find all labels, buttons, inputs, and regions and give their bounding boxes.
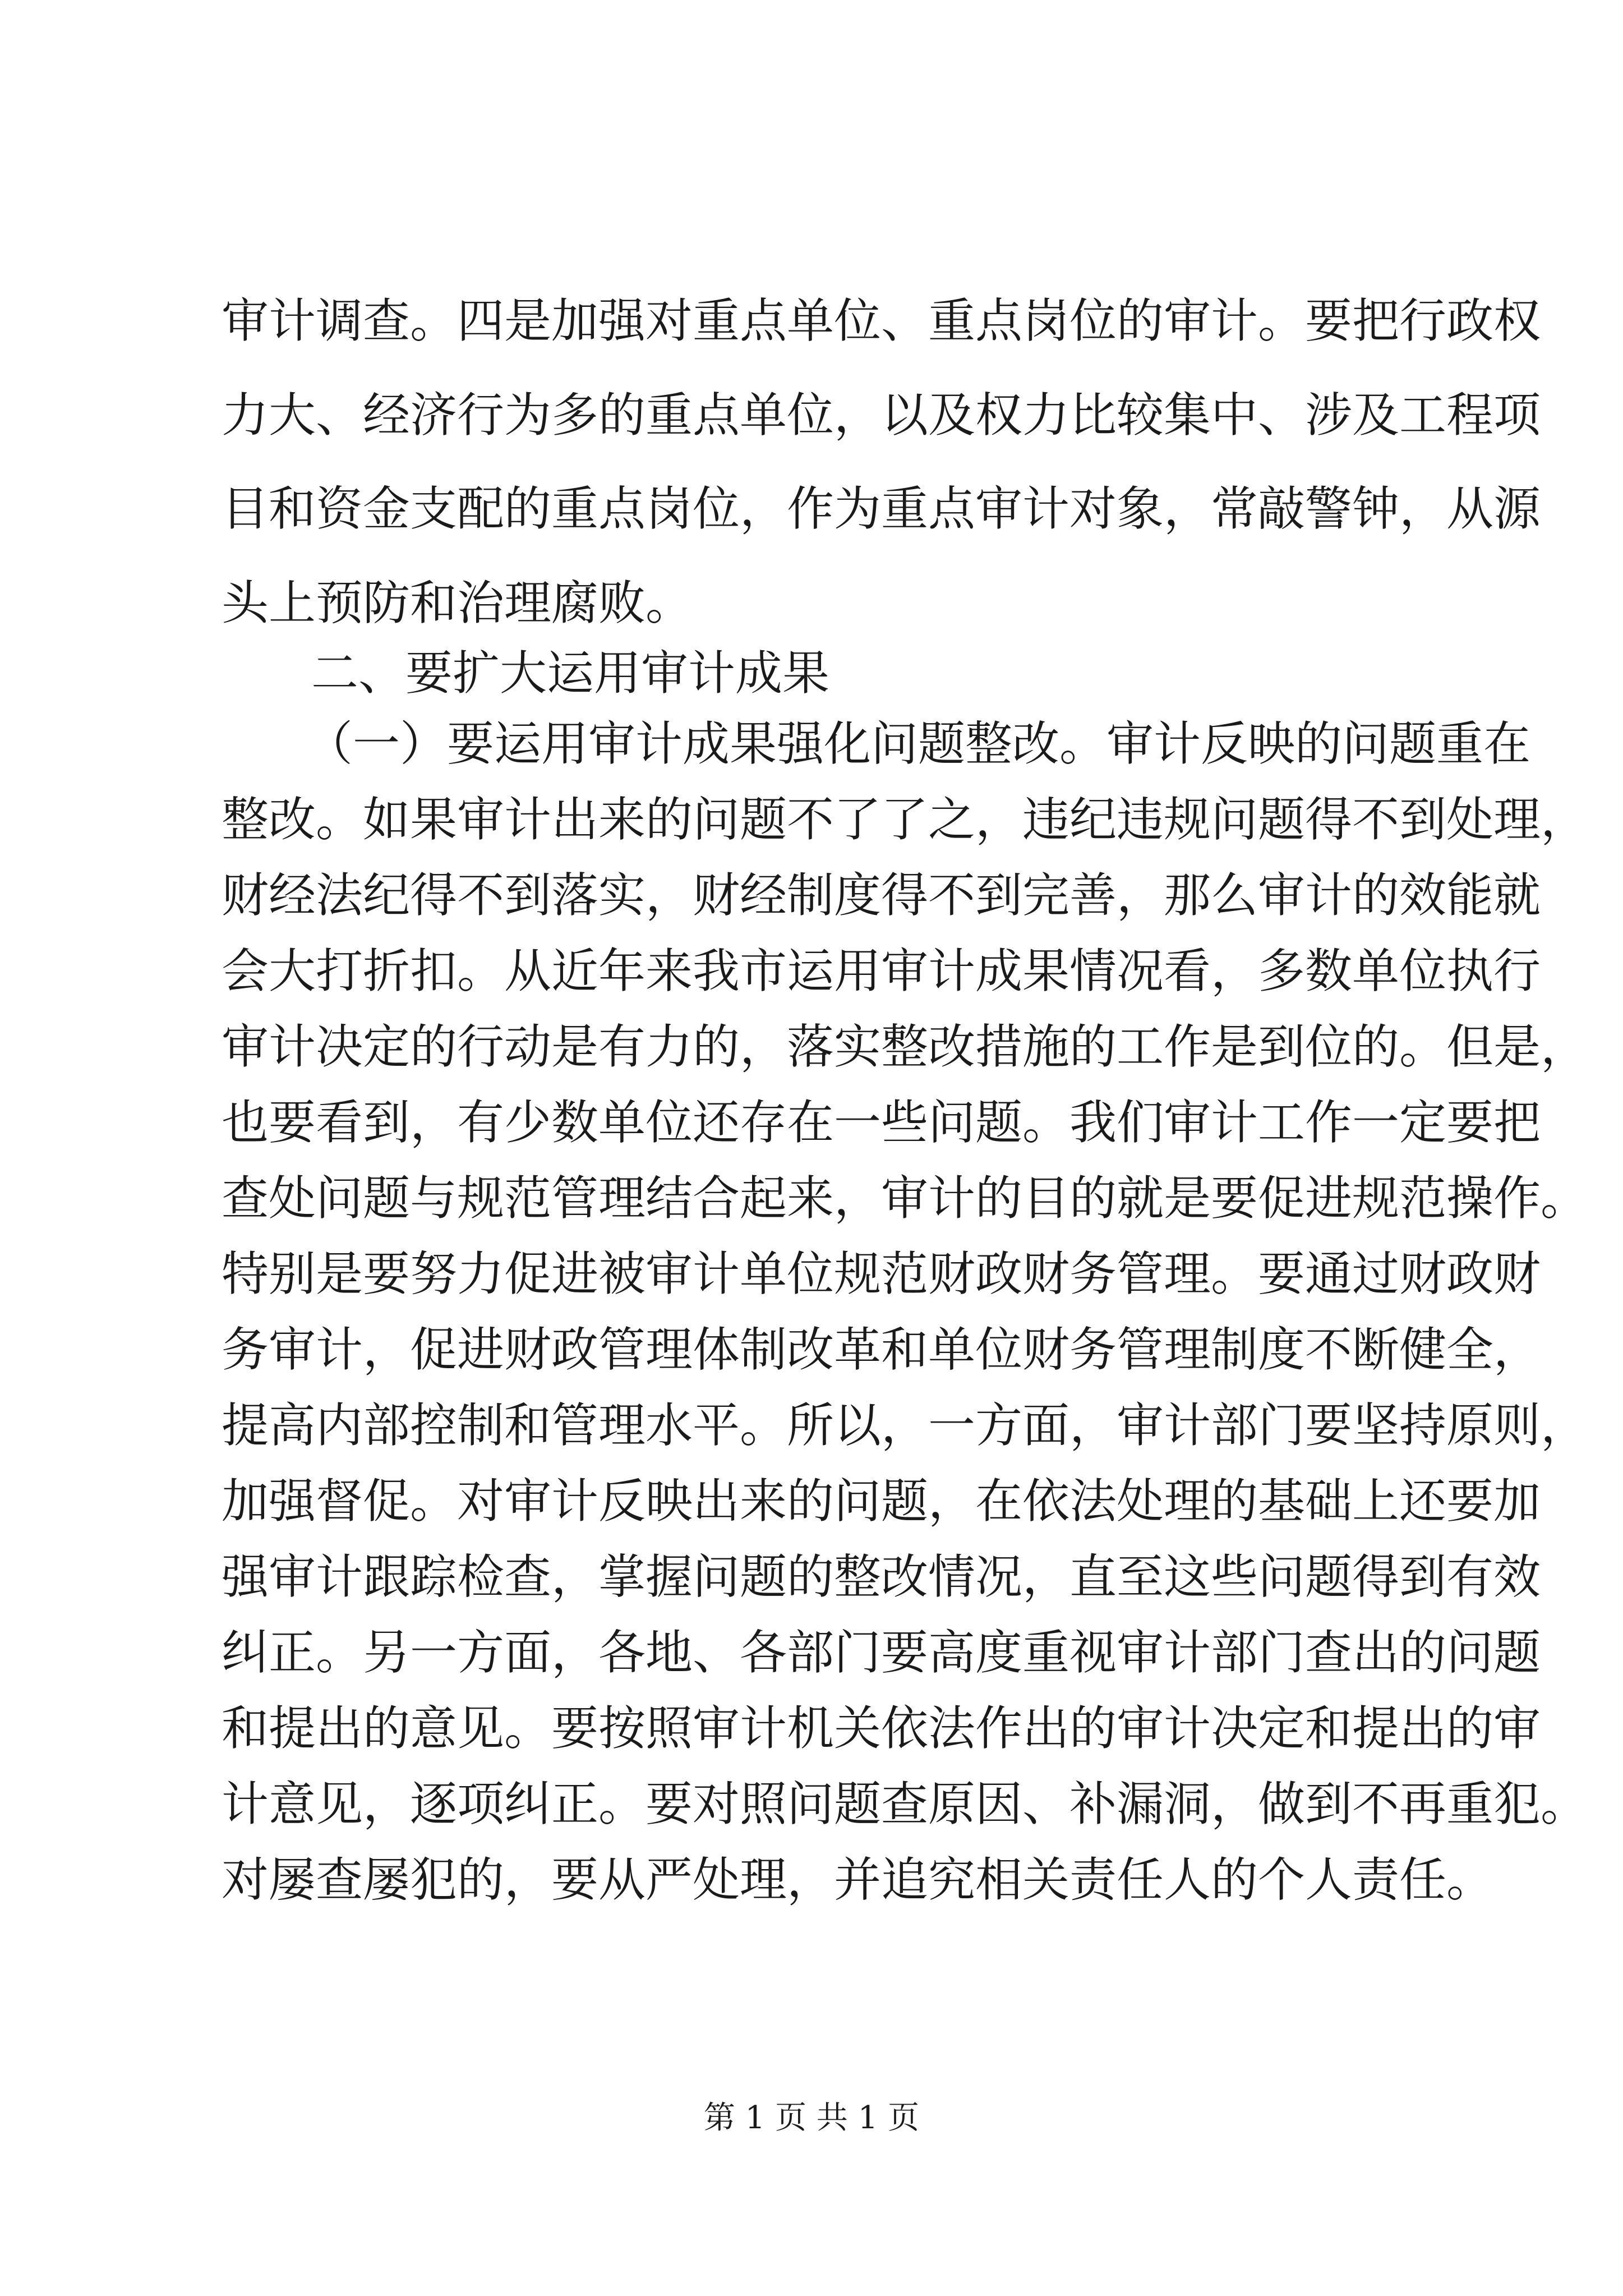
page-footer: 第 1 页 共 1 页 (703, 2100, 920, 2136)
text-line: 力大、经济行为多的重点单位，以及权力比较集中、涉及工程项 (222, 388, 1541, 443)
paragraph-line: 特别是要努力促进被审计单位规范财政财务管理。要通过财政财 (222, 1246, 1541, 1301)
text-line: 头上预防和治理腐败。 (222, 576, 693, 631)
paragraph-line: 计意见，逐项纠正。要对照问题查原因、补漏洞，做到不再重犯。 (222, 1777, 1588, 1832)
paragraph-line: 纠正。另一方面，各地、各部门要高度重视审计部门查出的问题 (222, 1625, 1541, 1680)
paragraph-line: 财经法纪得不到落实，财经制度得不到完善，那么审计的效能就 (222, 868, 1541, 923)
paragraph-line: 也要看到，有少数单位还存在一些问题。我们审计工作一定要把 (222, 1095, 1541, 1150)
paragraph-line: 查处问题与规范管理结合起来，审计的目的就是要促进规范操作。 (222, 1171, 1588, 1226)
section-heading: 二、要扩大运用审计成果 (311, 646, 830, 701)
paragraph-line: 加强督促。对审计反映出来的问题，在依法处理的基础上还要加 (222, 1474, 1541, 1529)
paragraph-line: 会大打折扣。从近年来我市运用审计成果情况看，多数单位执行 (222, 944, 1541, 999)
paragraph-line: 审计决定的行动是有力的，落实整改措施的工作是到位的。但是， (222, 1019, 1588, 1074)
text-line: 目和资金支配的重点岗位，作为重点审计对象，常敲警钟，从源 (222, 481, 1541, 536)
paragraph-line: 整改。如果审计出来的问题不了了之，违纪违规问题得不到处理， (222, 792, 1588, 847)
paragraph-line: 提高内部控制和管理水平。所以，一方面，审计部门要坚持原则， (222, 1398, 1588, 1453)
text-line: 审计调查。四是加强对重点单位、重点岗位的审计。要把行政权 (222, 293, 1541, 348)
paragraph-line: 务审计，促进财政管理体制改革和单位财务管理制度不断健全， (222, 1322, 1541, 1377)
paragraph-line: 和提出的意见。要按照审计机关依法作出的审计决定和提出的审 (222, 1701, 1541, 1756)
paragraph-line: 强审计跟踪检查，掌握问题的整改情况，直至这些问题得到有效 (222, 1549, 1541, 1604)
paragraph-line: 对屡查屡犯的，要从严处理，并追究相关责任人的个人责任。 (222, 1852, 1494, 1907)
paragraph-line: （一）要运用审计成果强化问题整改。审计反映的问题重在 (306, 716, 1531, 771)
